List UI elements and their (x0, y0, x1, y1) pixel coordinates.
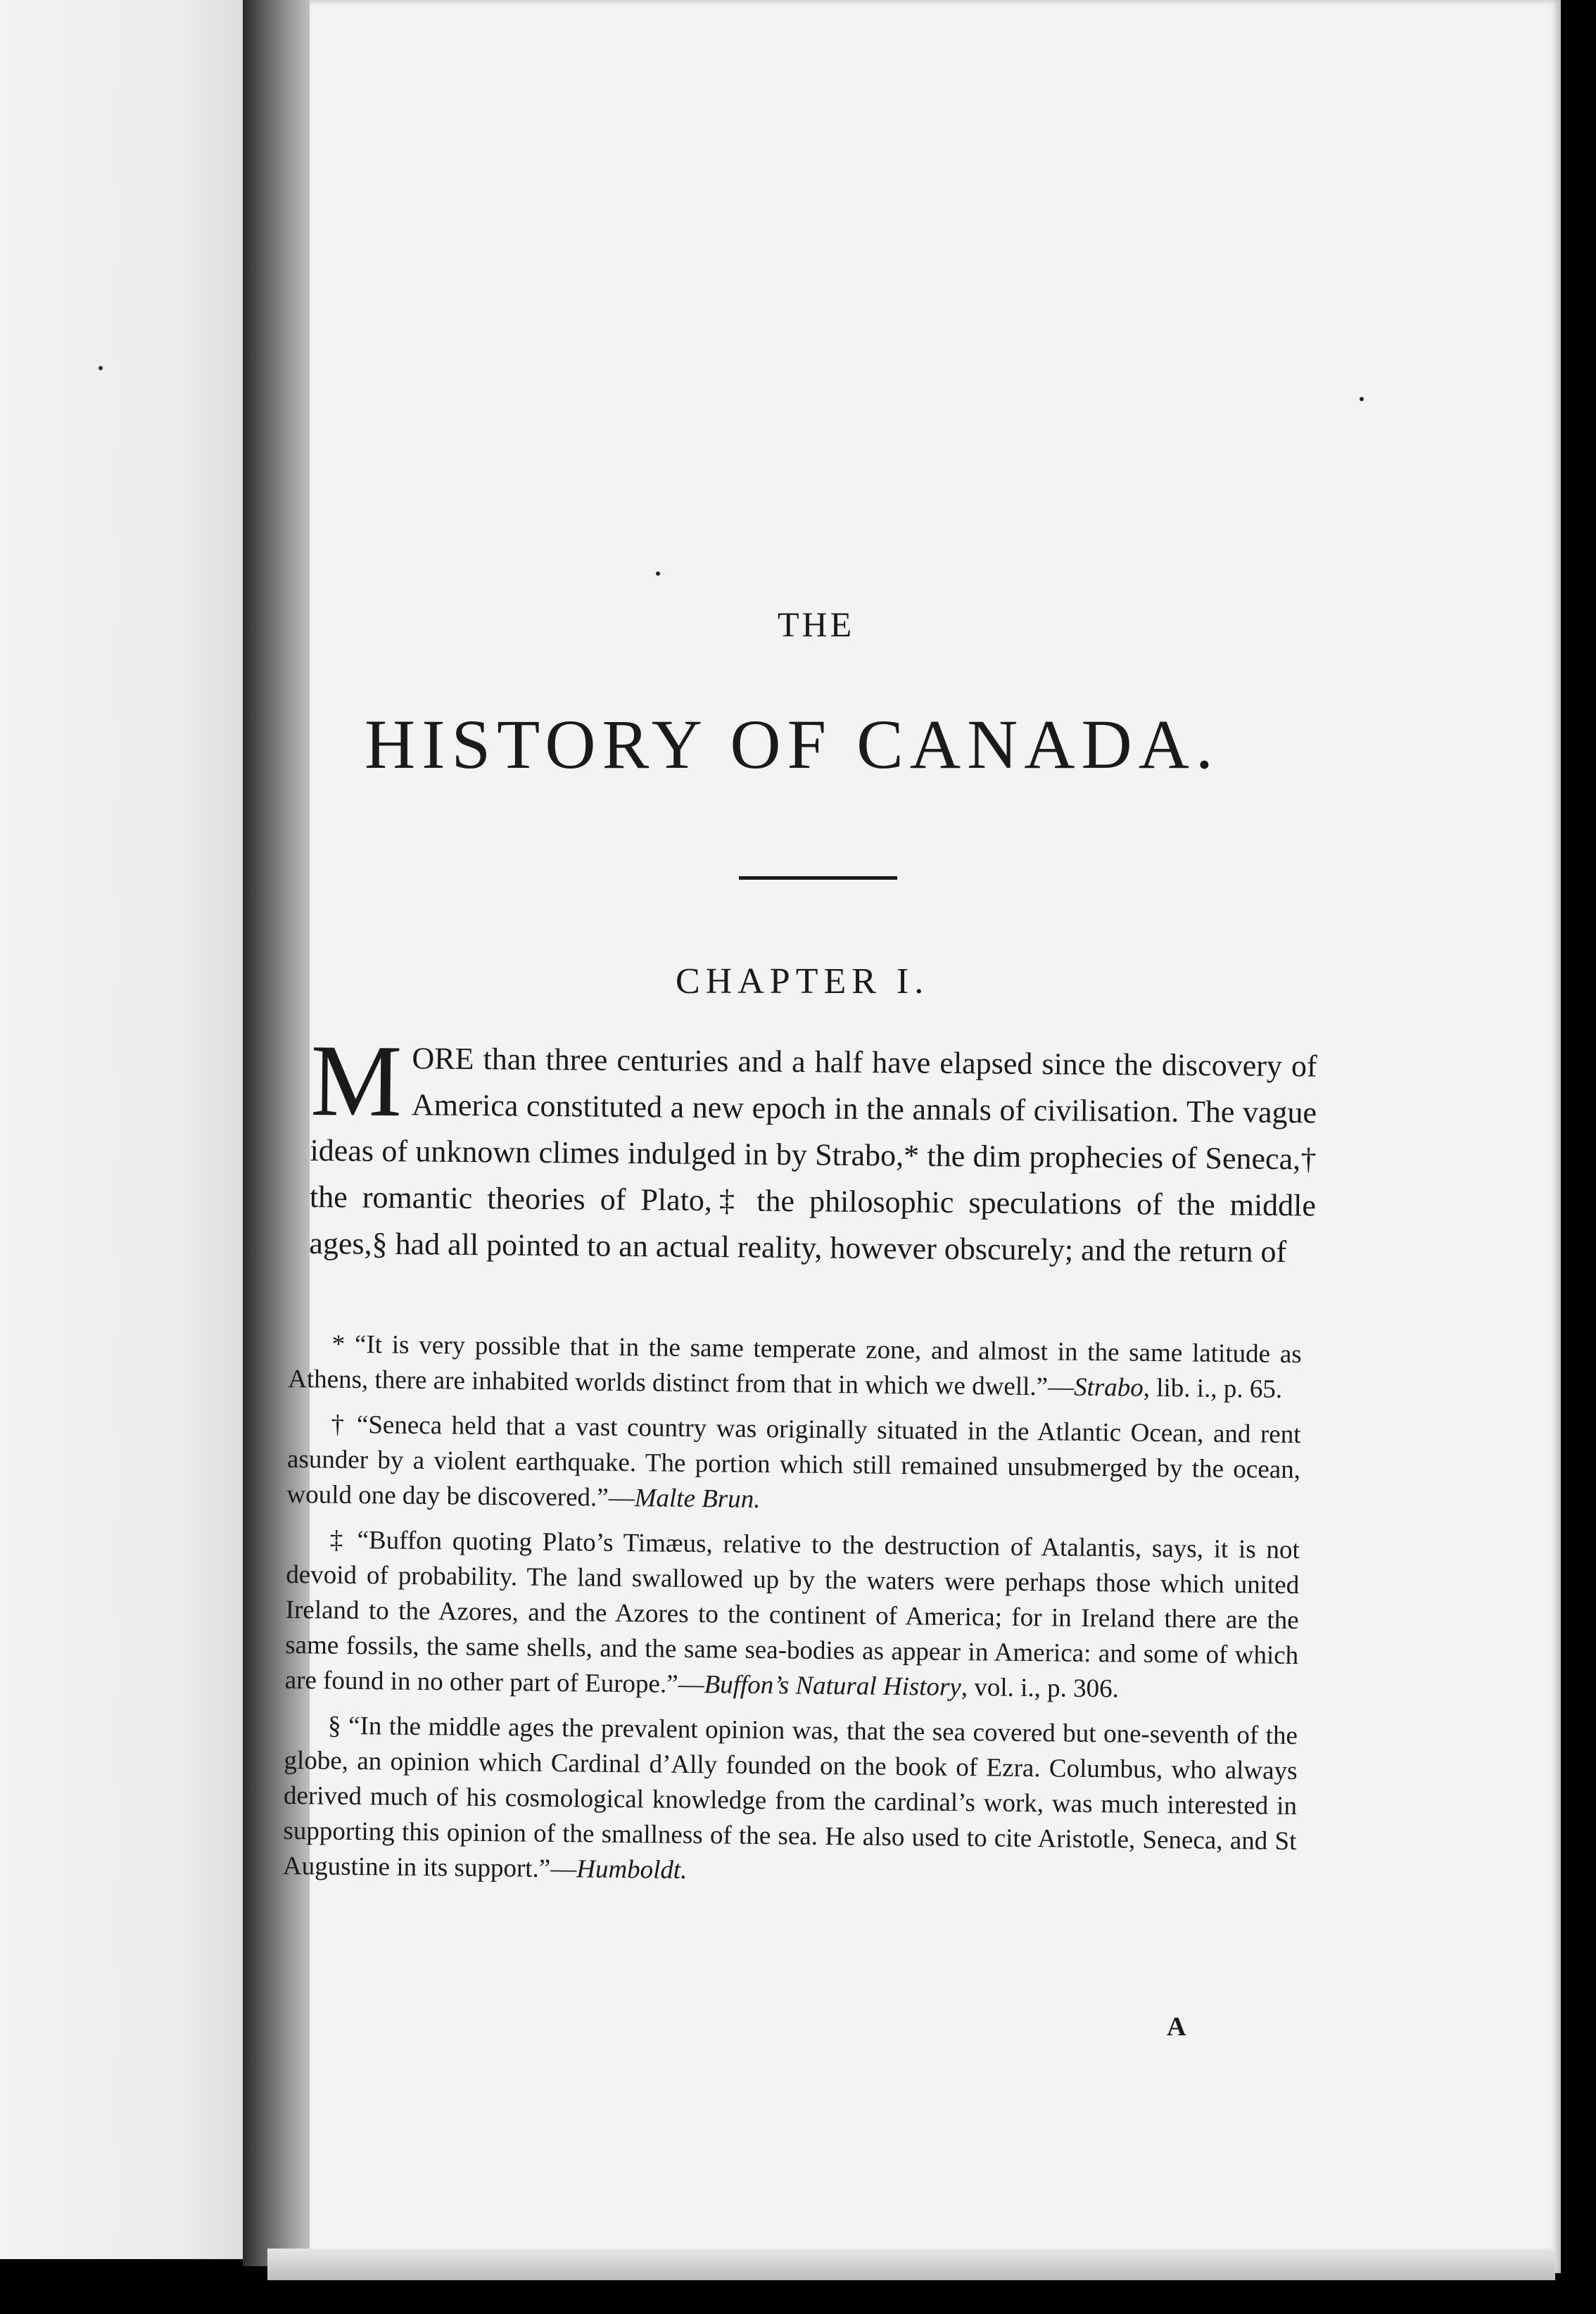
footnote-source: Buffon’s Natural History (704, 1670, 962, 1702)
drop-cap: M (310, 1023, 403, 1139)
body-text: ORE than three centuries and a half have elapsed since the discovery of America constituted a new epoch in the annals of civilisation. The vague ideas of unknown climes indulged in by Strabo,* the dim prophecies of Seneca,† the romantic theories of Plato,‡ the philosophic speculations of the middle ages,§ had all pointed to an actual reality, however obscurely; and the return of (309, 1041, 1317, 1270)
page-content (282, 0, 1317, 2273)
body-paragraph (309, 1023, 1317, 1275)
footnote: ‡ “Buffon quoting Plato’s Timæus, relative to the destruction of Atalantis, says, it is not devoid of probability. The land swallowed up by the waters were perhaps those which united Ireland to the Azores, and the Azores to the continent of America; for in Ireland there are the same fossils, the same shells, and the same sea-bodies as appear in America: and some of which are found in no other part of Europe.”—Buffon’s Natural History, vol. i., p. 306. (284, 1525, 1300, 1704)
footnote-source: Strabo (1073, 1372, 1144, 1403)
footnote: † “Seneca held that a vast country was originally situated in the Atlantic Ocean, and rent asunder by a violent earthquake. The portion which still remained unsubmerged by the ocean, would one day be discovered.”—Malte Brun. (286, 1410, 1301, 1515)
signature-mark: A (1167, 2012, 1186, 2042)
chapter-heading: CHAPTER I. (676, 961, 930, 1001)
print-speck (99, 366, 103, 370)
footnote-source: Humboldt. (576, 1854, 688, 1885)
facing-page (0, 0, 260, 2259)
footnotes (283, 1327, 1302, 1904)
title-rule (739, 876, 897, 880)
footnote: § “In the middle ages the prevalent opinion was, that the sea covered but one-seventh of the globe, an opinion which Cardinal d’Ally founded on the book of Ezra. Columbus, who always derived much of his cosmological knowledge from the cardinal’s work, was much interested in supporting this opinion of the smallness of the sea. He also used to cite Aristotle, Seneca, and St Augustine in its support.”—Humboldt. (282, 1711, 1298, 1885)
footnote: * “It is very possible that in the same temperate zone, and almost in the same latitude as Athens, there are inhabited worlds distinct from that in which we dwell.”—Strabo, lib. i., p. 65. (288, 1329, 1302, 1404)
pre-title: THE (778, 605, 855, 644)
print-speck (1360, 397, 1364, 401)
footnote-source: Malte Brun. (634, 1484, 761, 1515)
book-title: HISTORY OF CANADA. (365, 705, 1220, 783)
